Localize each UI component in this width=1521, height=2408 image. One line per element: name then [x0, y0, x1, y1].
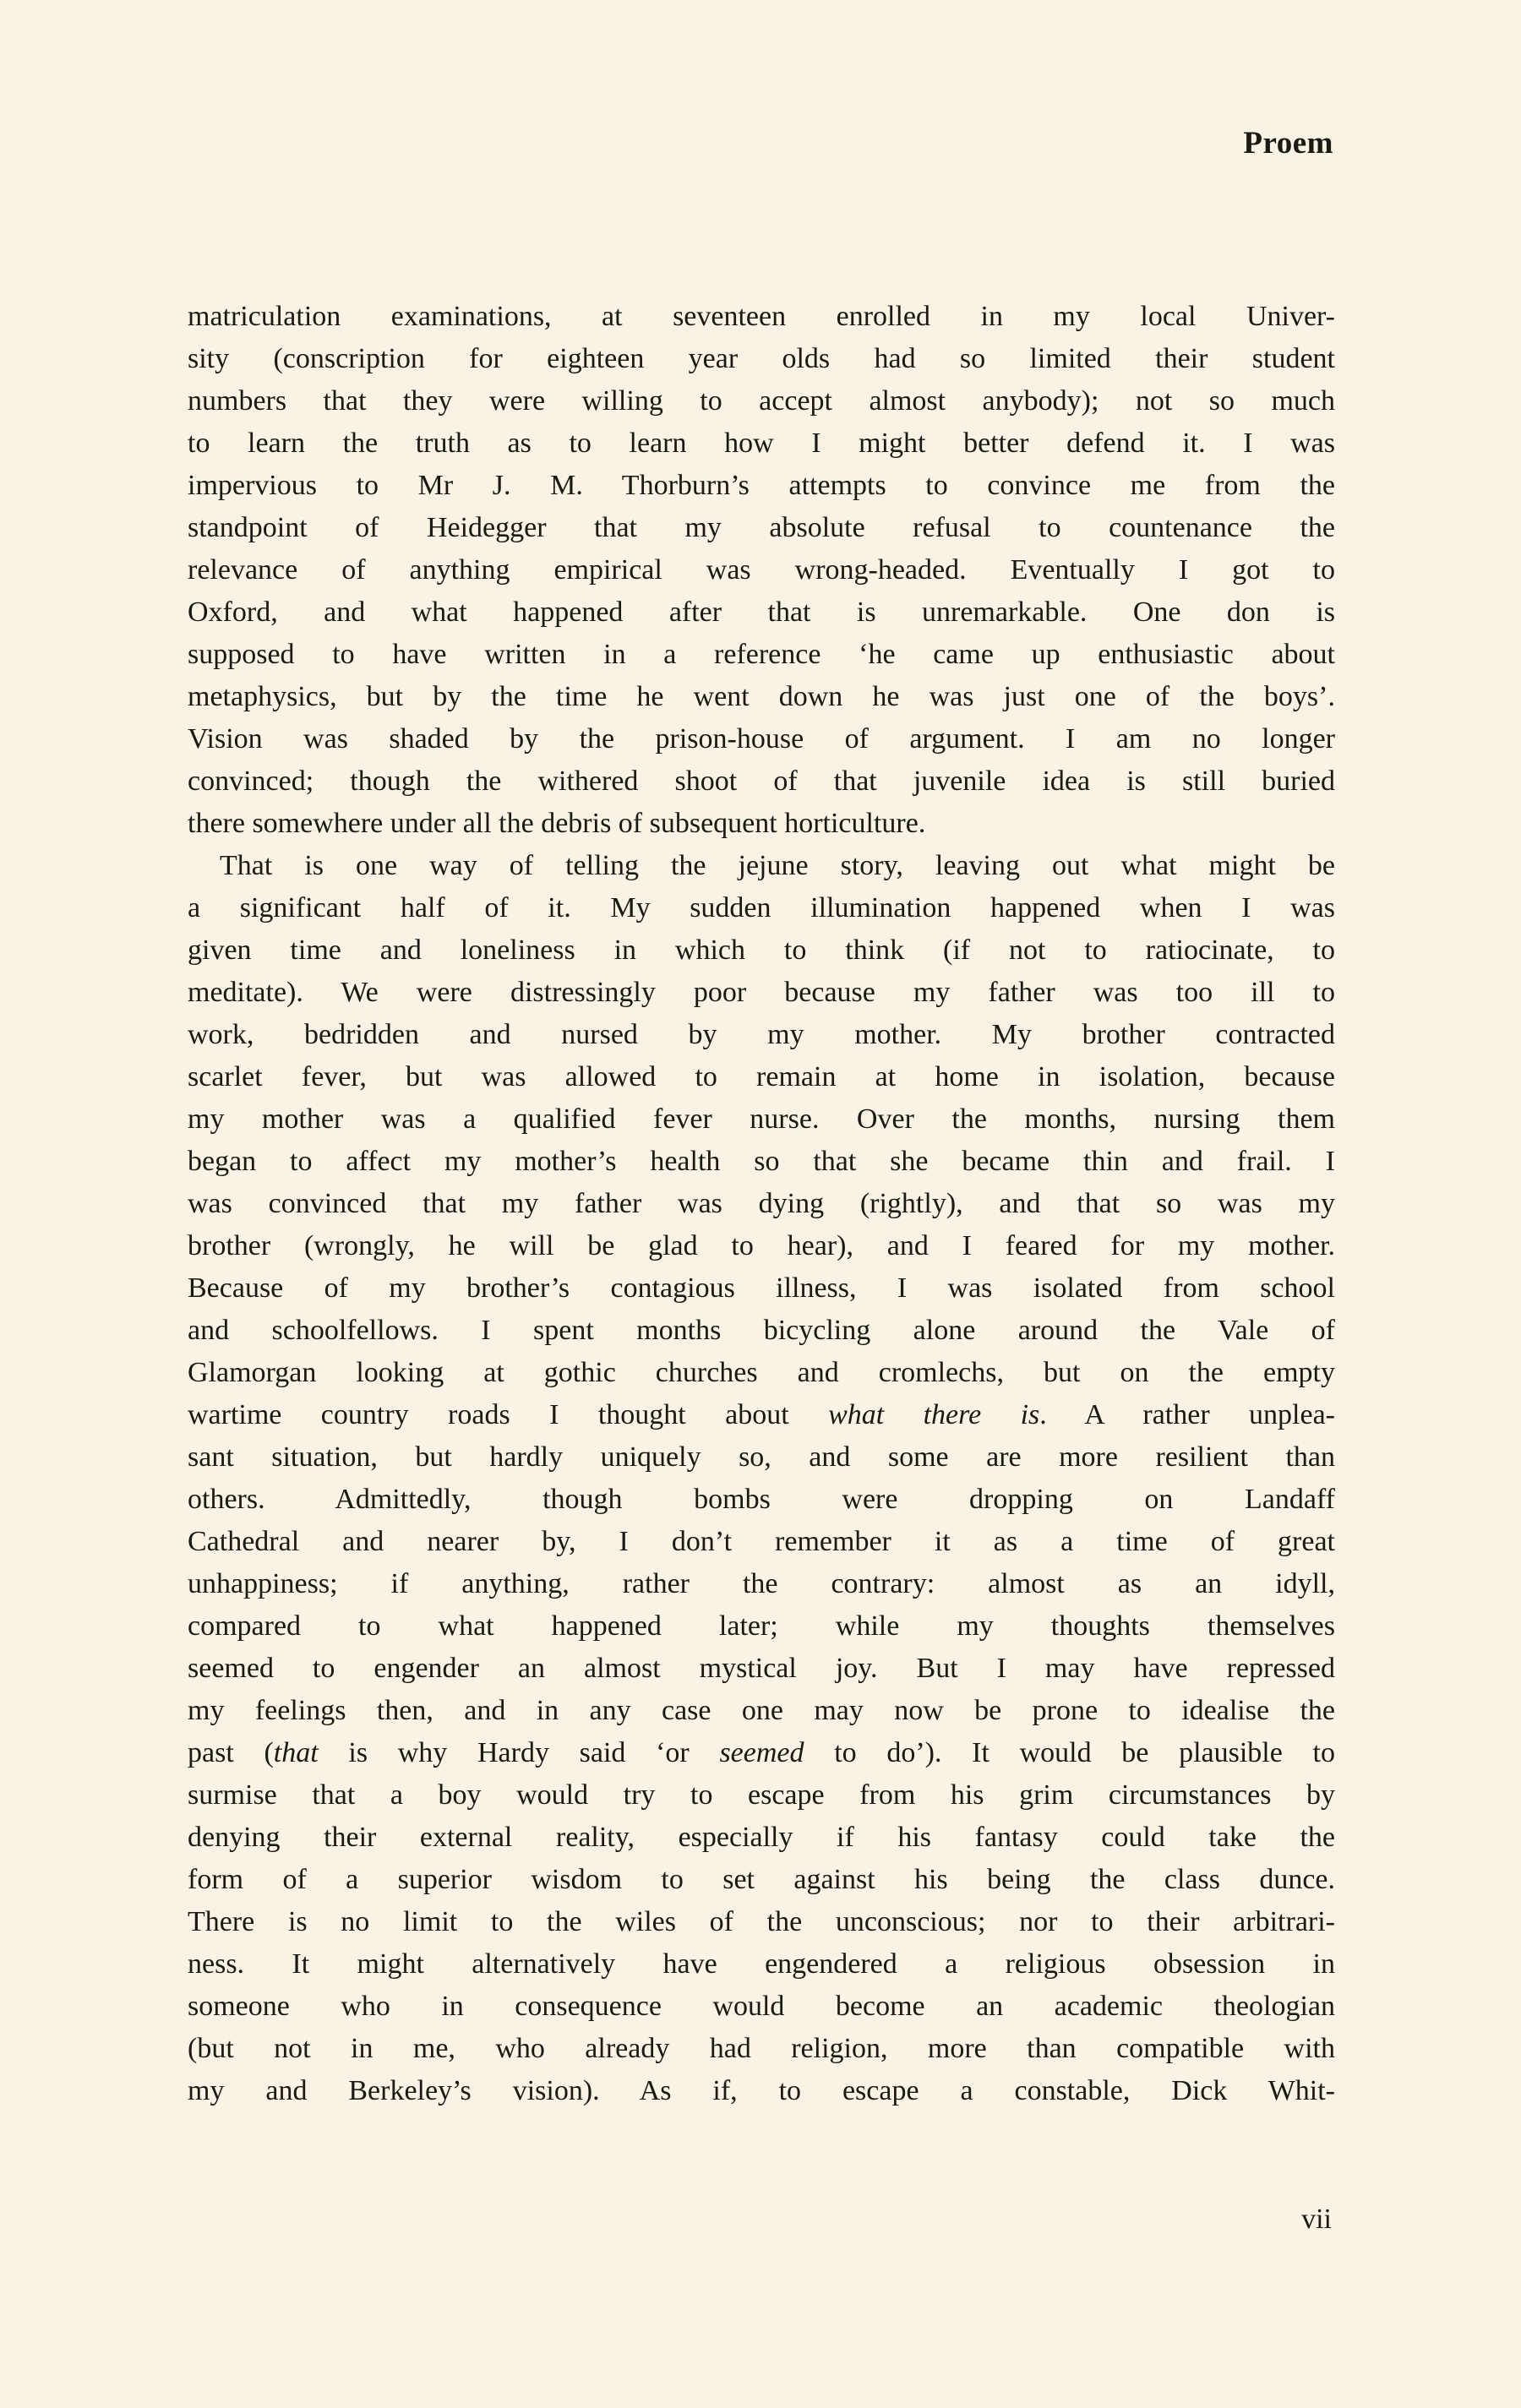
paragraph: [188, 296, 1335, 845]
text-line: supposed to have written in a reference ‘he came up enthusiastic about: [188, 639, 1335, 670]
text-line: a significant half of it. My sudden illumination happened when I was: [188, 892, 1335, 923]
text-line: ness. It might alternatively have engendered a religious obsession in: [188, 1948, 1335, 1980]
text-line: was convinced that my father was dying (rightly), and that so was my: [188, 1188, 1335, 1219]
text-line: Vision was shaded by the prison-house of argument. I am no longer: [188, 723, 1335, 755]
text-line: numbers that they were willing to accept almost anybody); not so much: [188, 385, 1335, 417]
text-line: seemed to engender an almost mystical joy. But I may have repressed: [188, 1653, 1335, 1684]
text-line: work, bedridden and nursed by my mother. My brother contracted: [188, 1019, 1335, 1050]
text-line: someone who in consequence would become an academic theologian: [188, 1991, 1335, 2022]
text-line: brother (wrongly, he will be glad to hear), and I feared for my mother.: [188, 1230, 1335, 1261]
text-line: convinced; though the withered shoot of that juvenile idea is still buried: [188, 765, 1335, 797]
text-line: began to affect my mother’s health so that she became thin and frail. I: [188, 1146, 1335, 1177]
text-line: to learn the truth as to learn how I might better defend it. I was: [188, 428, 1335, 459]
text-line: denying their external reality, especially if his fantasy could take the: [188, 1822, 1335, 1853]
text-line: impervious to Mr J. M. Thorburn’s attempts to convince me from the: [188, 470, 1335, 501]
text-line: matriculation examinations, at seventeen enrolled in my local Univer-: [188, 301, 1335, 332]
text-line: surmise that a boy would try to escape from his grim circumstances by: [188, 1779, 1335, 1811]
text-block: [188, 296, 1335, 2112]
text-line: There is no limit to the wiles of the unconscious; nor to their arbitrari-: [188, 1906, 1335, 1937]
text-line: That is one way of telling the jejune story, leaving out what might be: [220, 850, 1335, 881]
text-line: and schoolfellows. I spent months bicycling alone around the Vale of: [188, 1315, 1335, 1346]
text-line: compared to what happened later; while my thoughts themselves: [188, 1610, 1335, 1642]
text-line: unhappiness; if anything, rather the contrary: almost as an idyll,: [188, 1568, 1335, 1599]
text-line: my mother was a qualified fever nurse. Over the months, nursing them: [188, 1103, 1335, 1135]
text-line: Because of my brother’s contagious illness, I was isolated from school: [188, 1272, 1335, 1304]
text-line: sant situation, but hardly uniquely so, and some are more resilient than: [188, 1441, 1335, 1473]
running-header: Proem: [1243, 126, 1333, 161]
text-line: Cathedral and nearer by, I don’t remember it as a time of great: [188, 1526, 1335, 1557]
text-line: my feelings then, and in any case one may now be prone to idealise the: [188, 1695, 1335, 1726]
text-line: wartime country roads I thought about what there is. A rather unplea-: [188, 1399, 1335, 1430]
text-line: (but not in me, who already had religion, more than compatible with: [188, 2033, 1335, 2064]
text-line: Oxford, and what happened after that is unremarkable. One don is: [188, 597, 1335, 628]
text-line: meditate). We were distressingly poor because my father was too ill to: [188, 977, 1335, 1008]
text-line: there somewhere under all the debris of subsequent horticulture.: [188, 808, 926, 839]
page-number: vii: [1301, 2204, 1332, 2235]
text-line: metaphysics, but by the time he went down he was just one of the boys’.: [188, 681, 1335, 712]
text-line: scarlet fever, but was allowed to remain at home in isolation, because: [188, 1061, 1335, 1092]
text-line: Glamorgan looking at gothic churches and cromlechs, but on the empty: [188, 1357, 1335, 1388]
text-line: relevance of anything empirical was wrong-headed. Eventually I got to: [188, 554, 1335, 586]
text-line: others. Admittedly, though bombs were dropping on Landaff: [188, 1484, 1335, 1515]
text-line: past (that is why Hardy said ‘or seemed to do’). It would be plausible to: [188, 1737, 1335, 1768]
paragraph: [188, 845, 1335, 2112]
text-line: given time and loneliness in which to think (if not to ratiocinate, to: [188, 934, 1335, 966]
text-line: form of a superior wisdom to set against his being the class dunce.: [188, 1864, 1335, 1895]
text-line: my and Berkeley’s vision). As if, to escape a constable, Dick Whit-: [188, 2075, 1335, 2106]
text-line: sity (conscription for eighteen year olds had so limited their student: [188, 343, 1335, 374]
text-line: standpoint of Heidegger that my absolute refusal to countenance the: [188, 512, 1335, 543]
